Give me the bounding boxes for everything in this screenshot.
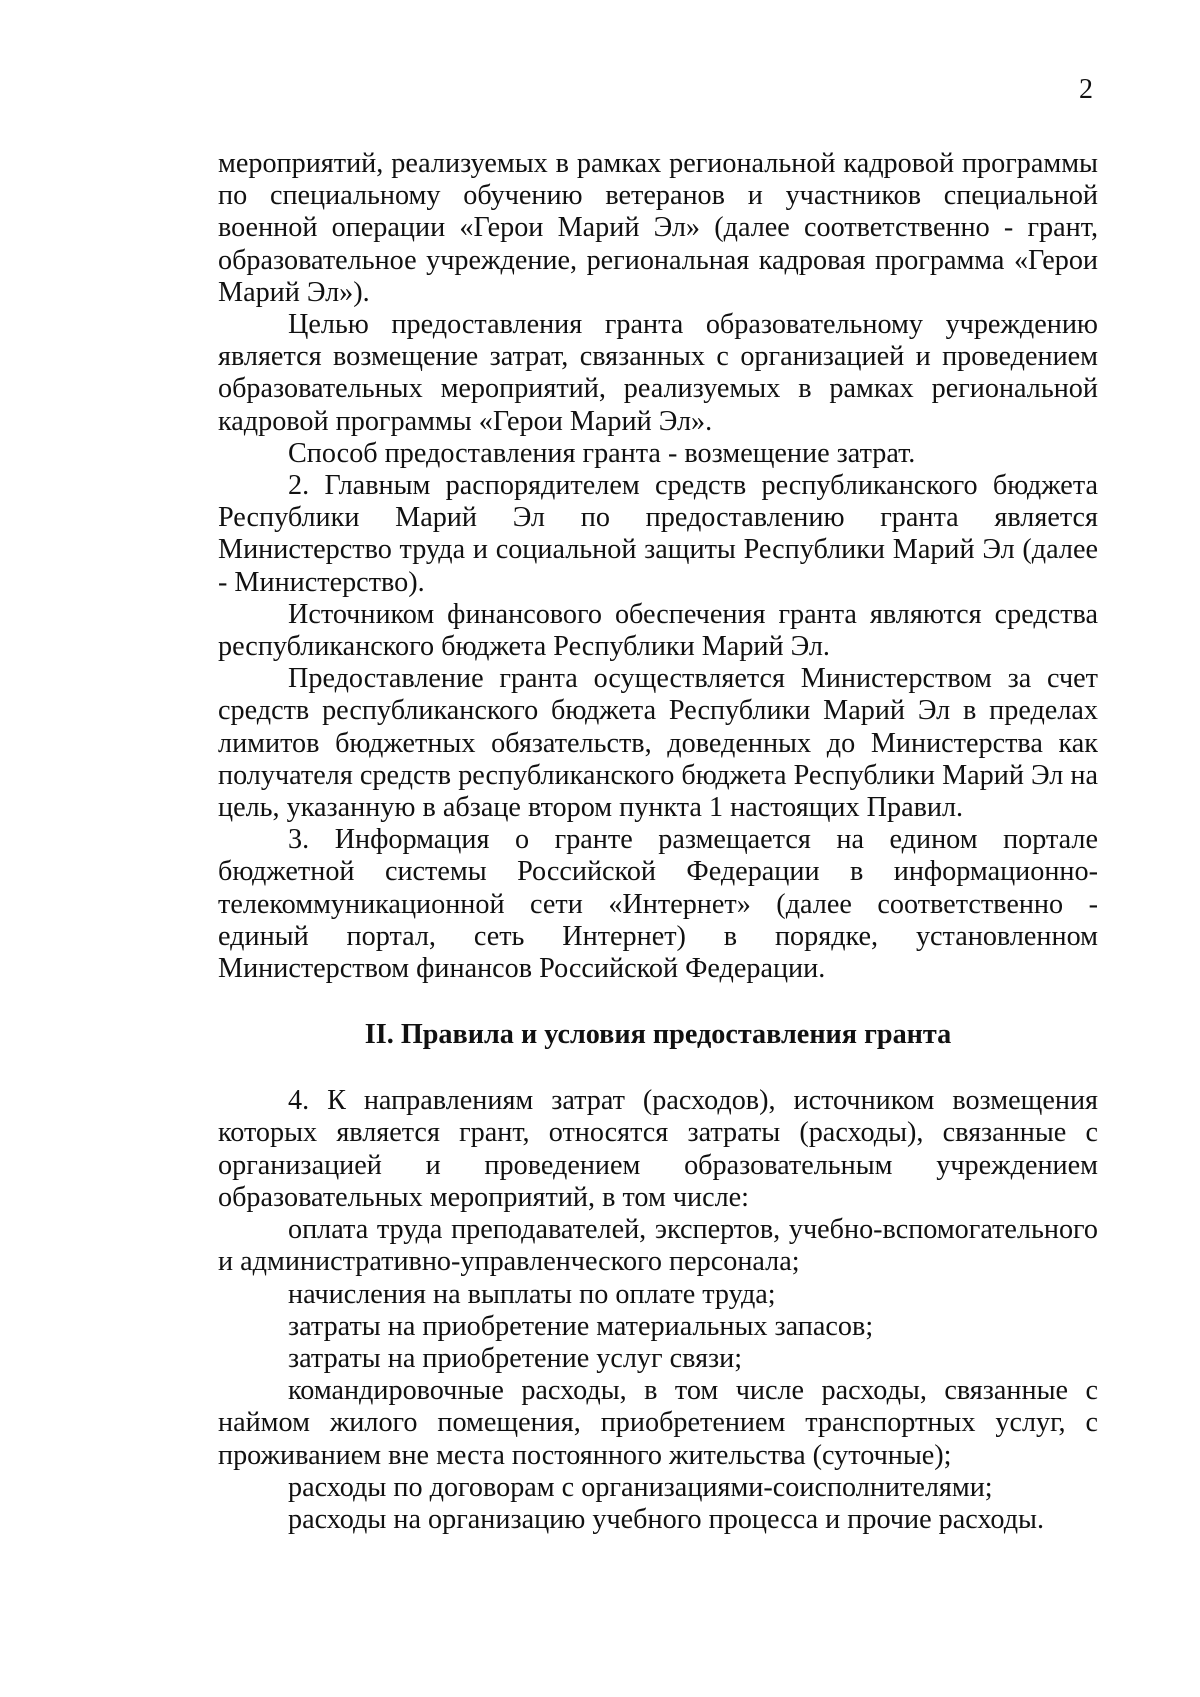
paragraph-grant-provision: Предоставление гранта осуществляется Министерством за счет средств республиканского бюджета Республики Марий Эл в пределах лимитов бюджетных обязательств, доведенных до Министерства как получателя средств республиканского бюджета Республики Марий Эл на цель, указанную в абзаце втором пункта 1 настоящих Правил. bbox=[218, 663, 1098, 824]
list-item: расходы на организацию учебного процесса и прочие расходы. bbox=[288, 1503, 1045, 1535]
paragraph-grant-method: Способ предоставления гранта - возмещение затрат. bbox=[288, 437, 916, 469]
section-heading: II. Правила и условия предоставления гранта bbox=[364, 1019, 952, 1051]
paragraph-grant-definition: мероприятий, реализуемых в рамках региональной кадровой программы по специальному обучению ветеранов и участников специальной военной операции «Герои Марий Эл» (далее соответственно - грант, образовательное учреждение, региональная кадровая программа «Герои Марий Эл»). bbox=[218, 148, 1098, 308]
list-item: затраты на приобретение услуг связи; bbox=[288, 1342, 743, 1374]
paragraph-main-manager: 2. Главным распорядителем средств республиканского бюджета Республики Марий Эл по предоставлению гранта является Министерство труда и социальной защиты Республики Марий Эл (далее - Министерство). bbox=[218, 470, 1098, 598]
list-item: расходы по договорам с организациями-соисполнителями; bbox=[288, 1471, 993, 1503]
list-item: оплата труда преподавателей, экспертов, учебно-вспомогательного и административно-управленческого персонала; bbox=[218, 1214, 1098, 1278]
paragraph-grant-purpose: Целью предоставления гранта образовательному учреждению является возмещение затрат, связанных с организацией и проведением образовательных мероприятий, реализуемых в рамках региональной кадровой программы «Герои Марий Эл». bbox=[218, 309, 1098, 437]
list-item: начисления на выплаты по оплате труда; bbox=[288, 1278, 776, 1310]
paragraph-funding-source: Источником финансового обеспечения гранта являются средства республиканского бюджета Республики Марий Эл. bbox=[218, 598, 1098, 663]
list-item: командировочные расходы, в том числе расходы, связанные с наймом жилого помещения, приобретением транспортных услуг, с проживанием вне места постоянного жительства (суточные); bbox=[218, 1375, 1098, 1471]
page-number: 2 bbox=[1079, 74, 1093, 105]
list-item: затраты на приобретение материальных запасов; bbox=[288, 1310, 874, 1342]
expense-list bbox=[218, 1214, 1098, 1536]
paragraph-expense-directions: 4. К направлениям затрат (расходов), источником возмещения которых является грант, относятся затраты (расходы), связанные с организацией и проведением образовательным учреждением образовательных мероприятий, в том числе: bbox=[218, 1085, 1098, 1213]
document-body bbox=[218, 148, 1098, 1536]
paragraph-grant-information: 3. Информация о гранте размещается на едином портале бюджетной системы Российской Федерации в информационно-телекоммуникационной сети «Интернет» (далее соответственно - единый портал, сеть Интернет) в порядке, установленном Министерством финансов Российской Федерации. bbox=[218, 824, 1098, 985]
